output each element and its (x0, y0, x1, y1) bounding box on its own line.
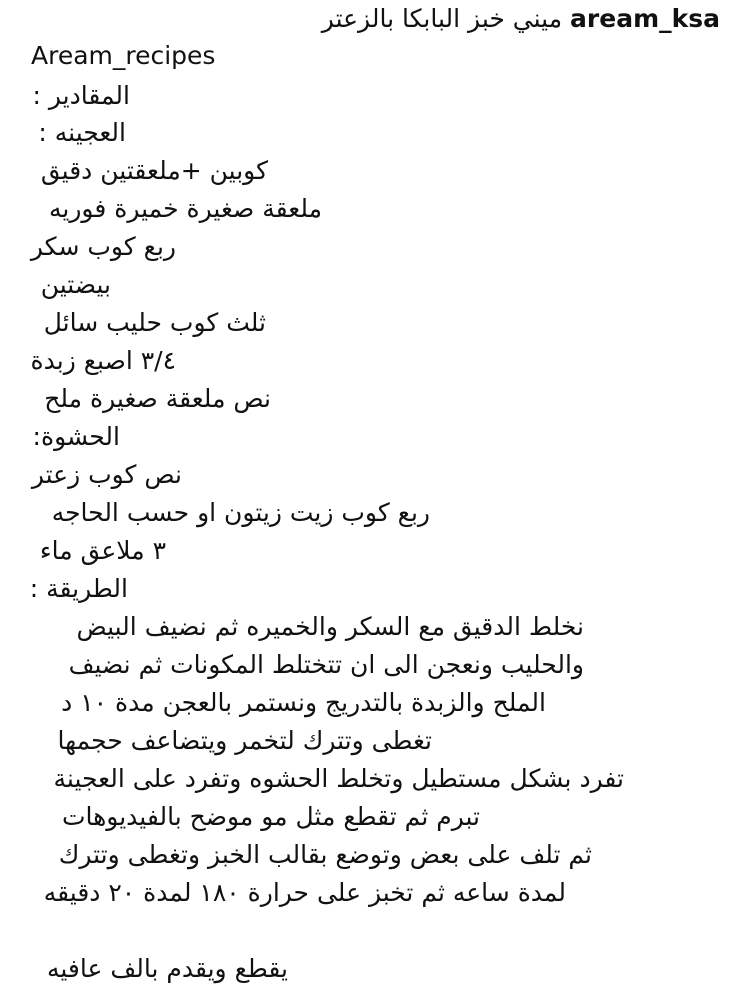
caption-line: الحشوة: (32, 422, 120, 451)
caption-line: ربع كوب سكر (30, 232, 176, 261)
caption-header (0, 0, 720, 38)
caption-line: بيضتين (40, 270, 111, 299)
caption-line: كوبين +ملعقتين دقيق (40, 156, 268, 185)
hashtag[interactable]: Aream_recipes (31, 41, 216, 70)
caption-line: لمدة ساعه ثم تخبز على حرارة ١٨٠ لمدة ٢٠ دقيقه (43, 878, 566, 907)
caption-line: نص كوب زعتر (31, 460, 182, 489)
caption-line: الطريقة : (29, 574, 128, 603)
caption-line: ثم تلف على بعض وتوضع بقالب الخبز وتغطى وتترك (58, 840, 592, 869)
username[interactable]: aream_ksa (570, 4, 720, 33)
caption-line: والحليب ونعجن الى ان تتختلط المكونات ثم نضيف (68, 650, 584, 679)
caption-line: نخلط الدقيق مع السكر والخميره ثم نضيف البيض (76, 612, 584, 641)
caption-line: يقطع ويقدم بالف عافيه (46, 954, 288, 983)
caption-line: تغطى وتترك لتخمر ويتضاعف حجمها (57, 726, 432, 755)
caption-line: نص ملعقة صغيرة ملح (44, 384, 271, 413)
caption-line: العجينه : (38, 118, 126, 147)
caption-line: ملعقة صغيرة خميرة فوريه (49, 194, 322, 223)
caption-line: ثلث كوب حليب سائل (43, 308, 266, 337)
caption-line: ٣ ملاعق ماء (39, 536, 166, 565)
recipe-title: ميني خبز البابكا بالزعتر (321, 4, 563, 33)
caption-line: المقادير : (32, 81, 130, 110)
caption-line: تفرد بشكل مستطيل وتخلط الحشوه وتفرد على العجينة (53, 764, 624, 793)
caption-line: ربع كوب زيت زيتون او حسب الحاجه (51, 498, 430, 527)
caption-line: تبرم ثم تقطع مثل مو موضح بالفيديوهات (61, 802, 480, 831)
caption-line: الملح والزبدة بالتدريج ونستمر بالعجن مدة ١٠ د (61, 688, 546, 717)
caption-line: ٣/٤ اصبع زبدة (30, 346, 176, 375)
